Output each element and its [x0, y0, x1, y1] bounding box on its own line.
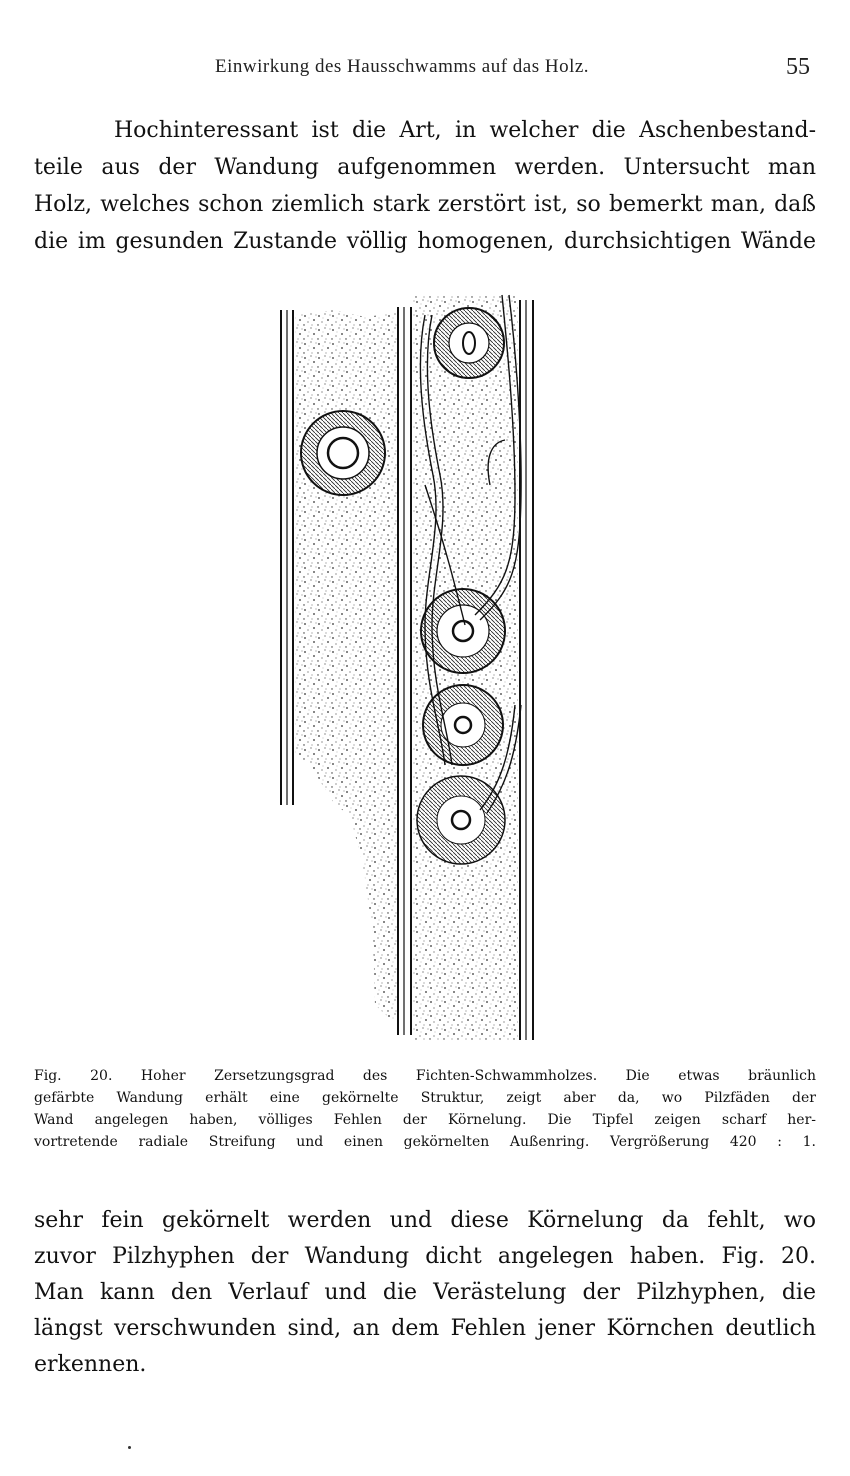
page-number: 55	[786, 54, 810, 80]
text-line: Holz, welches schon ziemlich stark zerstört ist, so bemerkt man, daß	[34, 192, 816, 217]
text-line: Man kann den Verlauf und die Verästelung der Pilzhyphen, die	[34, 1280, 816, 1305]
caption-line: vortretende radiale Streifung und einen gekörnelten Außenring. Vergrößerung 420 : 1.	[34, 1134, 816, 1150]
text-line: erkennen.	[34, 1352, 147, 1377]
text-line: die im gesunden Zustande völlig homogenen, durchsichtigen Wände	[34, 229, 816, 254]
caption-line: gefärbte Wandung erhält eine gekörnelte Struktur, zeigt aber da, wo Pilzfäden der	[34, 1090, 816, 1106]
text-line: Hochinteressant ist die Art, in welcher die Aschenbestand-	[114, 118, 816, 143]
bordered-pit-3	[423, 685, 503, 765]
bordered-pit-1	[434, 308, 504, 378]
running-head	[0, 52, 850, 82]
bordered-pit-left	[301, 411, 385, 495]
text-line: teile aus der Wandung aufgenommen werden. Untersucht man	[34, 155, 816, 180]
bordered-pit-4	[417, 776, 505, 864]
text-line: längst verschwunden sind, an dem Fehlen jener Körnchen deutlich	[34, 1316, 816, 1341]
text-line: sehr fein gekörnelt werden und diese Körnelung da fehlt, wo	[34, 1208, 816, 1233]
caption-line: Wand angelegen haben, völliges Fehlen der Körnelung. Die Tipfel zeigen scharf her-	[34, 1112, 816, 1128]
right-wall-border	[520, 300, 533, 1040]
figure-wood-cell-illustration	[275, 285, 545, 1050]
wood-cell-drawing	[275, 285, 545, 1050]
running-title: Einwirkung des Hausschwamms auf das Holz.	[215, 56, 590, 77]
caption-line: Fig. 20. Hoher Zersetzungsgrad des Fichten-Schwammholzes. Die etwas bräunlich	[34, 1068, 816, 1084]
left-wall-border	[281, 310, 293, 805]
text-line: zuvor Pilzhyphen der Wandung dicht angelegen haben. Fig. 20.	[34, 1244, 816, 1269]
paragraph-2	[34, 1203, 816, 1383]
figure-caption	[34, 1065, 816, 1153]
paragraph-1	[34, 112, 816, 260]
printing-speck	[128, 1446, 131, 1449]
middle-wall-border	[398, 307, 411, 1035]
